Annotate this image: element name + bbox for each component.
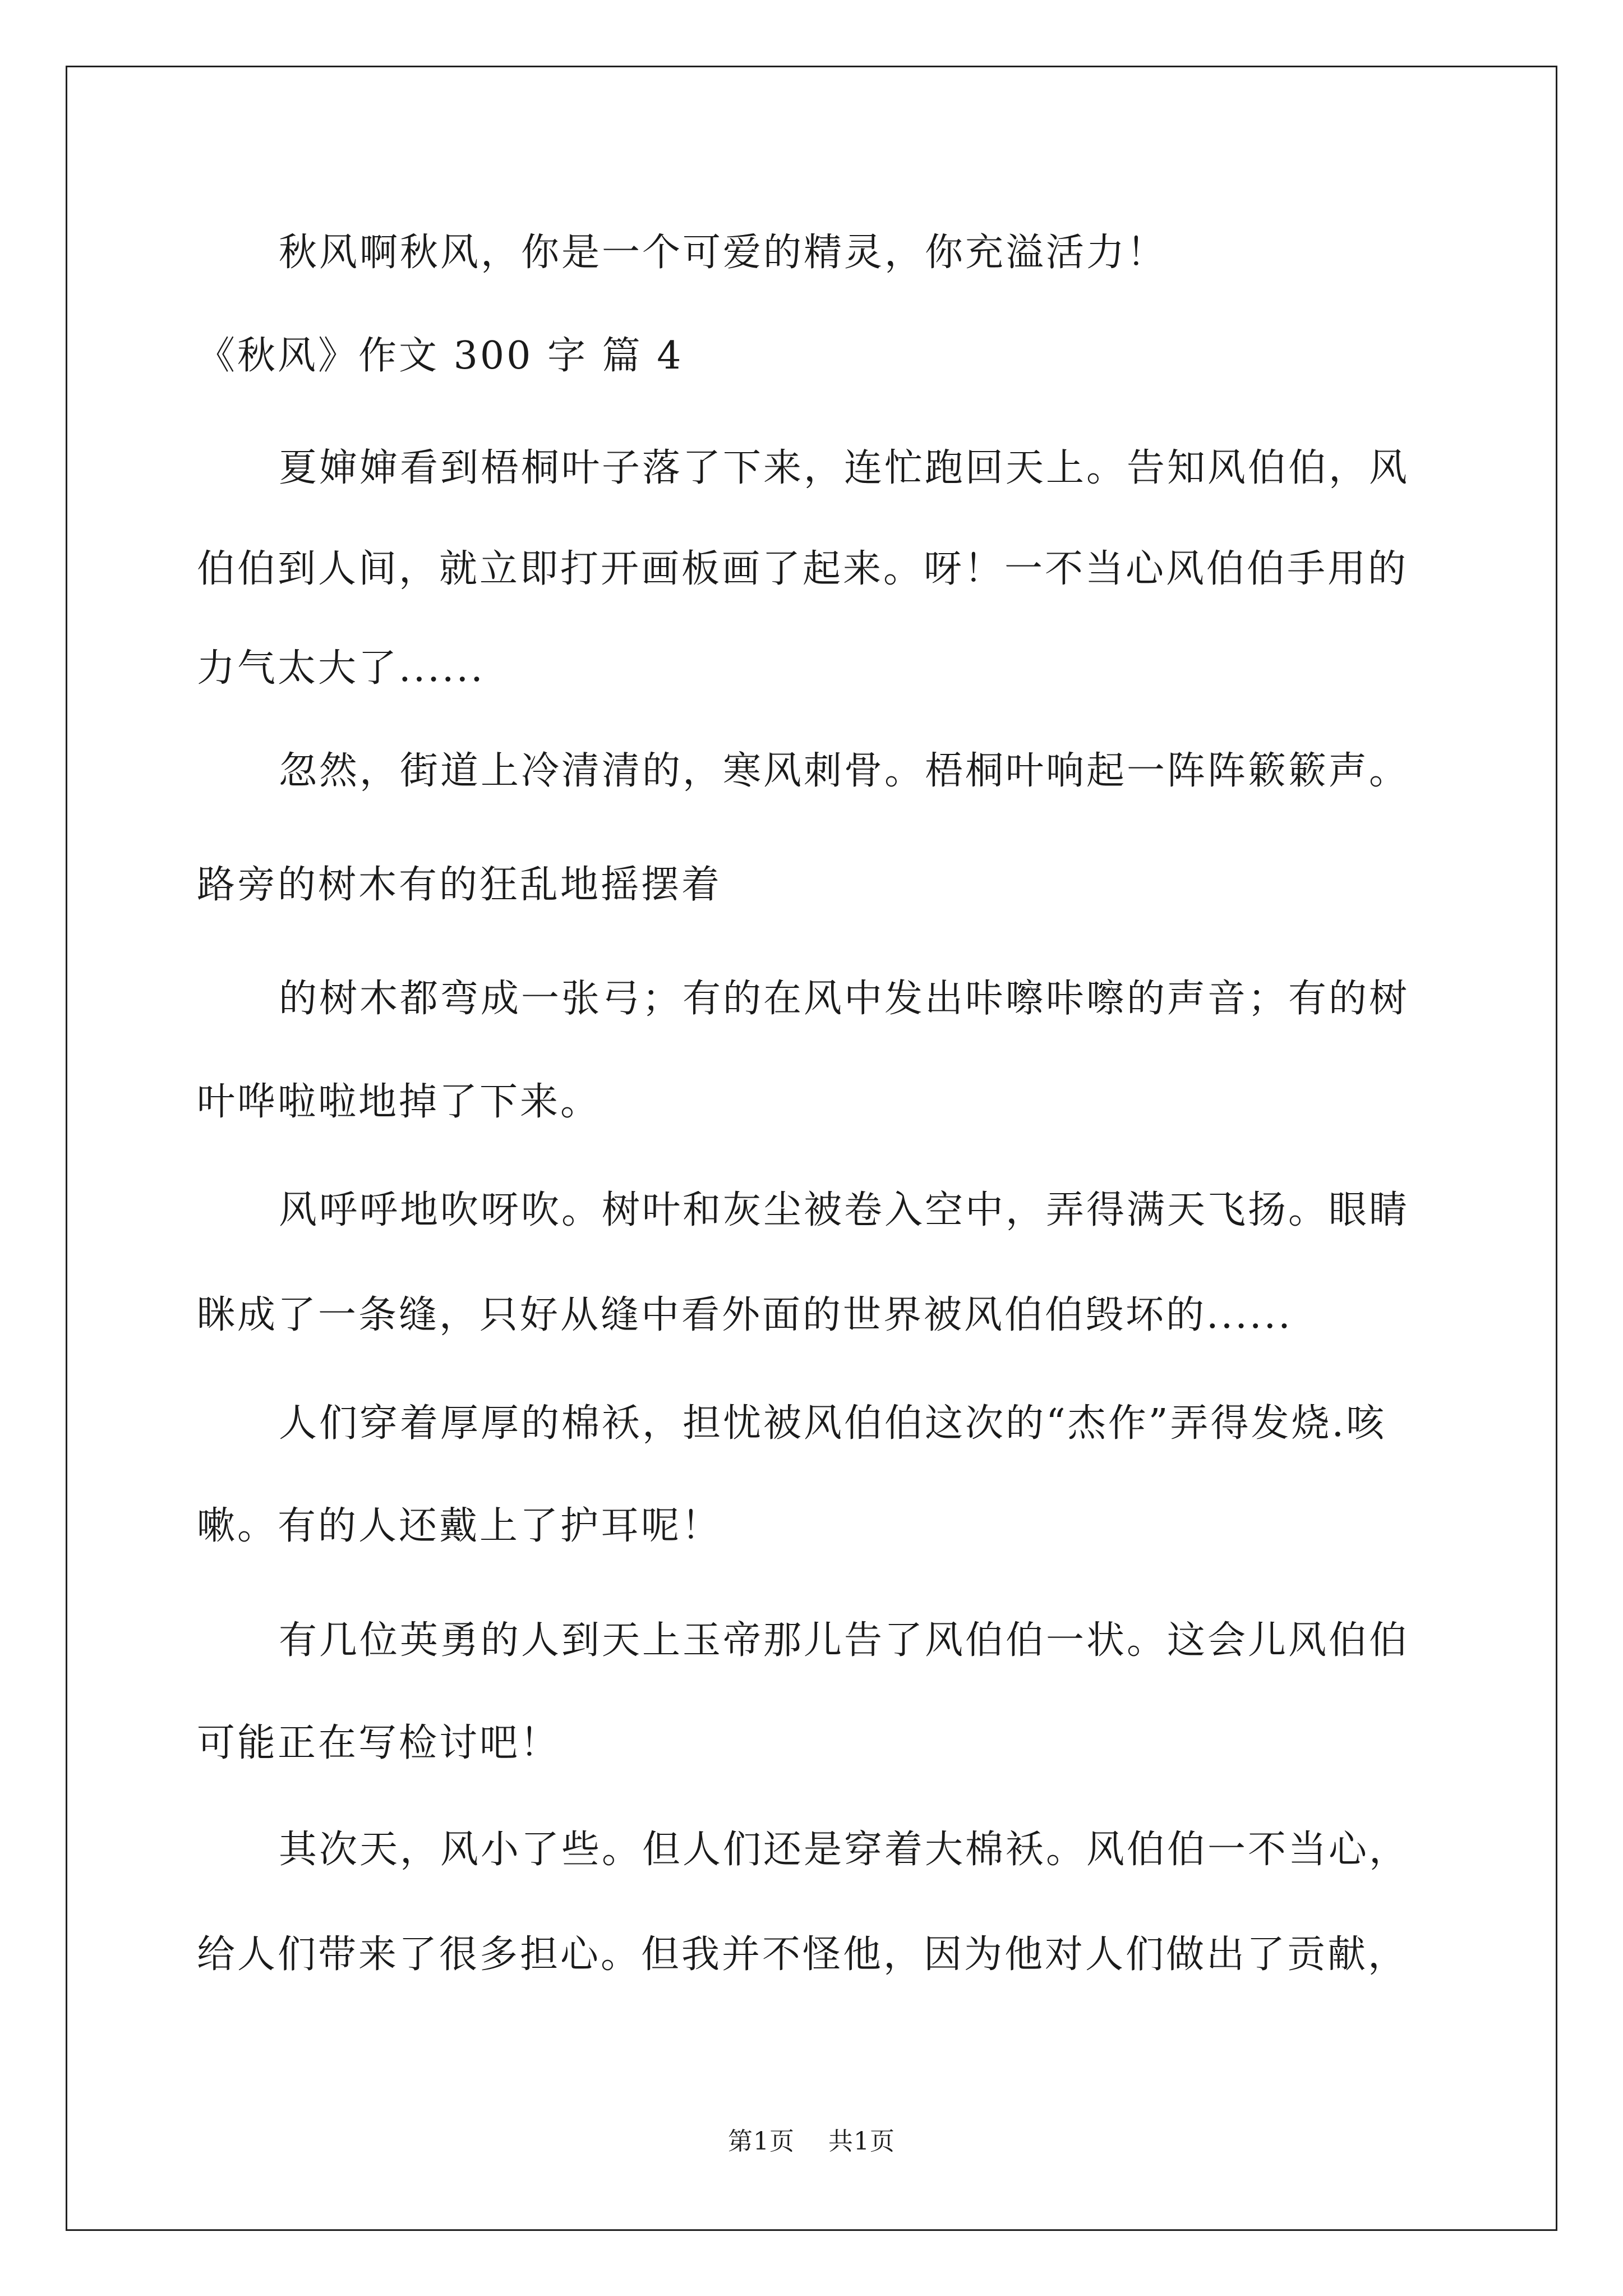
- paragraph-line: 力气太大了......: [197, 646, 485, 691]
- paragraph-line: 夏婶婶看到梧桐叶子落了下来，连忙跑回天上。告知风伯伯，风: [279, 446, 1410, 490]
- paragraph-line: 有几位英勇的人到天上玉帝那儿告了风伯伯一状。这会儿风伯伯: [279, 1618, 1410, 1663]
- paragraph-line: 可能正在写检讨吧！: [197, 1721, 561, 1765]
- essay-heading: 《秋风》作文 300 字 篇 4: [197, 334, 684, 378]
- page-footer: 第1页 共1页: [728, 2127, 895, 2156]
- paragraph-line: 秋风啊秋风，你是一个可爱的精灵，你充溢活力！: [279, 231, 1168, 275]
- paragraph-line: 人们穿着厚厚的棉袄，担忧被风伯伯这次的“杰作”弄得发烧.咳: [279, 1401, 1387, 1446]
- page-frame: [66, 66, 1557, 2231]
- paragraph-line: 路旁的树木有的狂乱地摇摆着: [197, 863, 722, 907]
- paragraph-line: 叶哗啦啦地掉了下来。: [197, 1080, 601, 1124]
- paragraph-line: 眯成了一条缝，只好从缝中看外面的世界被风伯伯毁坏的......: [197, 1293, 1293, 1337]
- paragraph-line: 风呼呼地吹呀吹。树叶和灰尘被卷入空中，弄得满天飞扬。眼睛: [279, 1188, 1410, 1232]
- paragraph-line: 给人们带来了很多担心。但我并不怪他，因为他对人们做出了贡献，: [197, 1932, 1409, 1977]
- paragraph-line: 忽然，街道上冷清清的，寒风刺骨。梧桐叶响起一阵阵簌簌声。: [279, 749, 1410, 793]
- paragraph-line: 的树木都弯成一张弓；有的在风中发出咔嚓咔嚓的声音；有的树: [279, 977, 1410, 1021]
- paragraph-line: 伯伯到人间，就立即打开画板画了起来。呀！一不当心风伯伯手用的: [197, 547, 1409, 591]
- paragraph-line: 嗽。有的人还戴上了护耳呢！: [197, 1504, 722, 1548]
- paragraph-line: 其次天，风小了些。但人们还是穿着大棉袄。风伯伯一不当心，: [279, 1828, 1410, 1872]
